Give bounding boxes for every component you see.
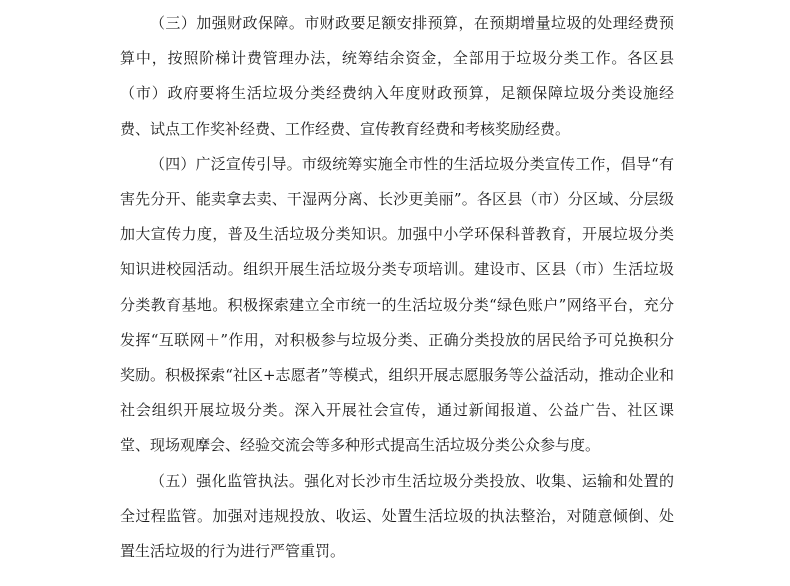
paragraph-supervision-enforcement: （五）强化监管执法。强化对长沙市生活垃圾分类投放、收集、运输和处置的全过程监管。加强对违规投放、收运、处置生活垃圾的执法整治，对随意倾倒、处置生活垃圾的行为进行严管重罚。 bbox=[120, 471, 674, 561]
paragraph-fiscal-guarantee: （三）加强财政保障。市财政要足额安排预算，在预期增量垃圾的处理经费预算中，按照阶梯计费管理办法，统筹结余资金，全部用于垃圾分类工作。各区县（市）政府要将生活垃圾分类经费纳入年度财政预算，足额保障垃圾分类设施经费、试点工作奖补经费、工作经费、宣传教育经费和考核奖励经费。 bbox=[120, 14, 674, 138]
paragraph-publicity-guidance: （四）广泛宣传引导。市级统筹实施全市性的生活垃圾分类宣传工作，倡导“有害先分开、能卖拿去卖、干湿两分离、长沙更美丽”。各区县（市）分区域、分层级加大宣传力度，普及生活垃圾分类知识。加强中小学环保科普教育，开展垃圾分类知识进校园活动。组织开展生活垃圾分类专项培训。建设市、区县（市）生活垃圾分类教育基地。积极探索建立全市统一的生活垃圾分类“绿色账户”网络平台，充分发挥“互联网＋”作用，对积极参与垃圾分类、正确分类投放的居民给予可兑换积分奖励。积极探索“社区+志愿者”等模式，组织开展志愿服务等公益活动，推动企业和社会组织开展垃圾分类。深入开展社会宣传，通过新闻报道、公益广告、社区课堂、现场观摩会、经验交流会等多种形式提高生活垃圾分类公众参与度。 bbox=[120, 154, 674, 455]
document-body bbox=[120, 6, 674, 569]
